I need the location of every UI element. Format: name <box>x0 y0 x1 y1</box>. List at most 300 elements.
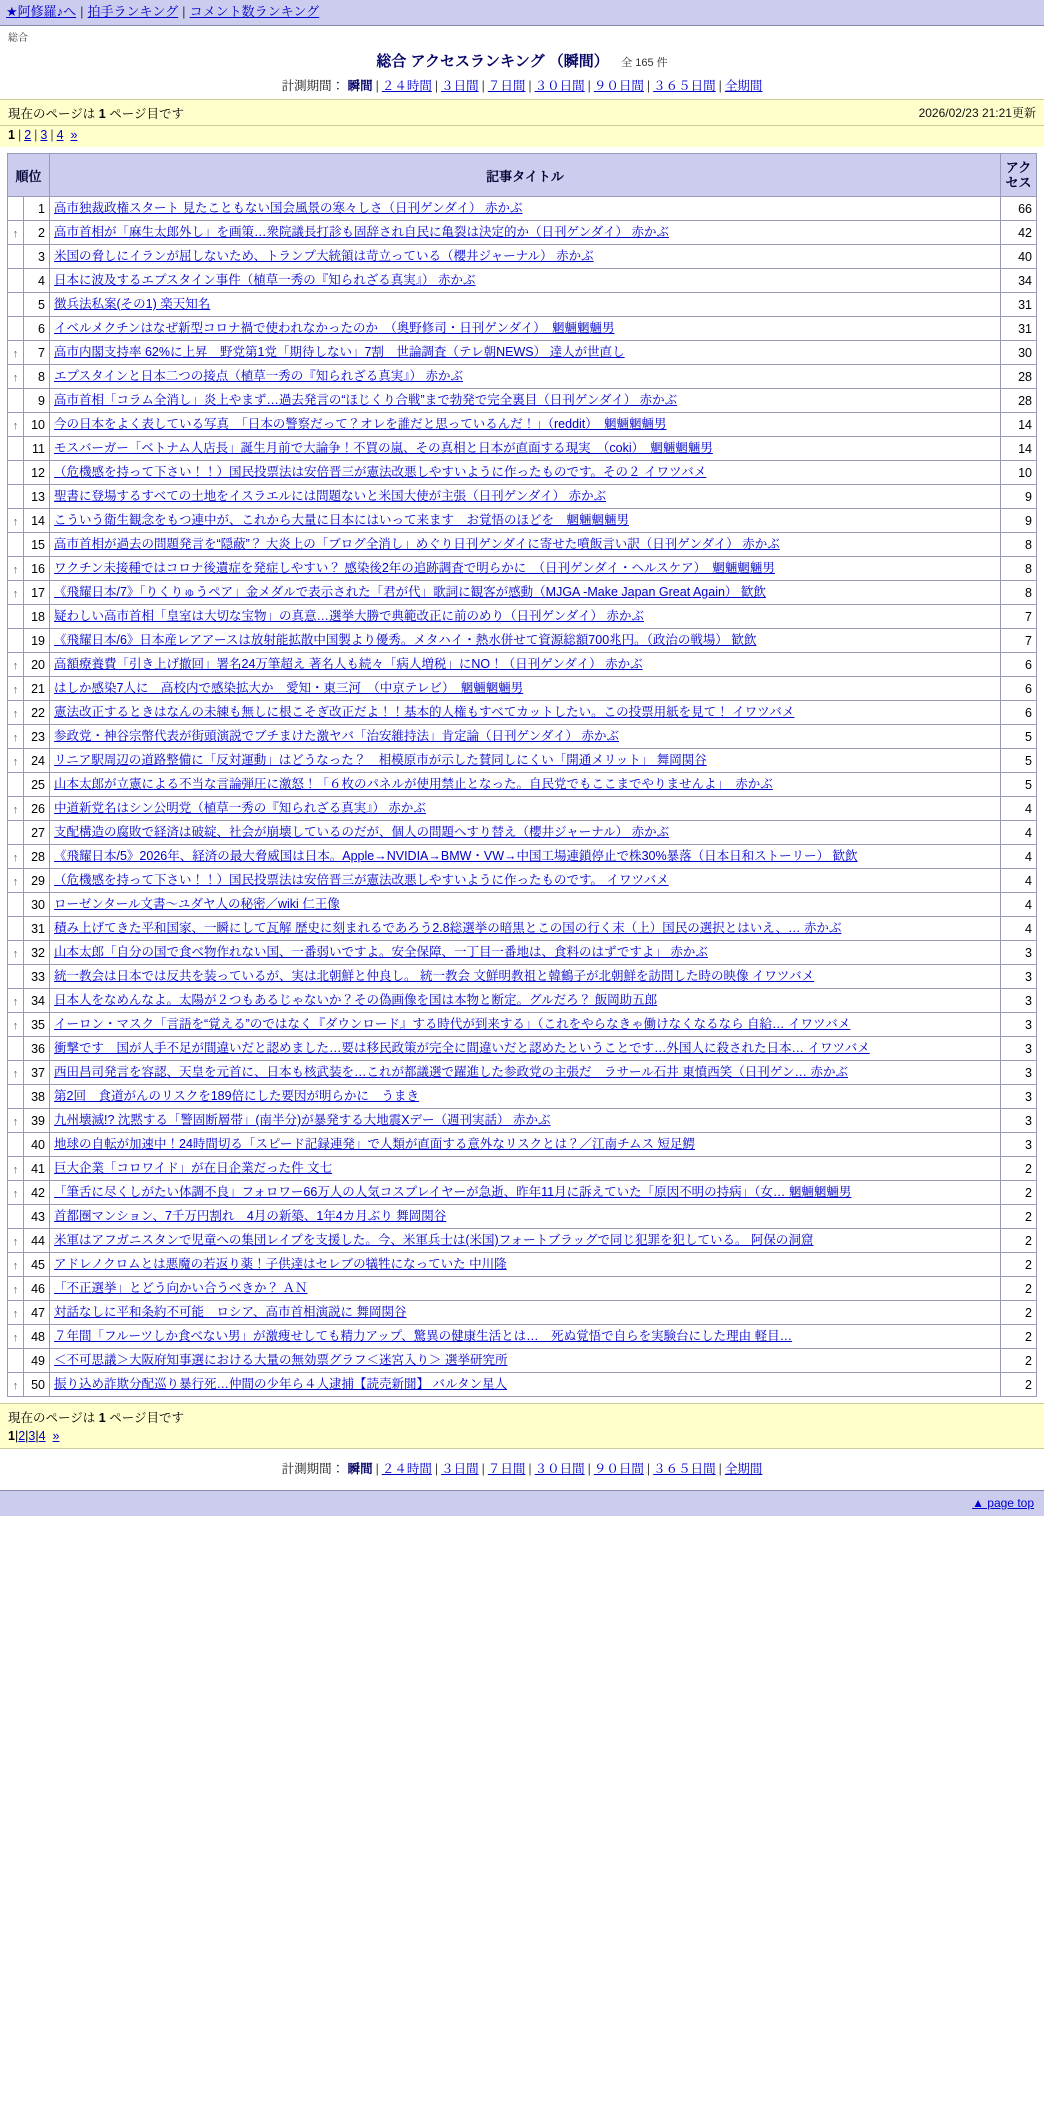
table-row <box>8 677 1037 701</box>
rank-up-icon <box>8 797 24 821</box>
table-row <box>8 1013 1037 1037</box>
total-count: 全 165 件 <box>621 57 668 69</box>
rank-change-placeholder <box>8 773 24 797</box>
arrow-up-icon: ↑ <box>12 875 19 888</box>
arrow-up-icon: ↑ <box>12 1259 19 1272</box>
nav-link-asyura[interactable]: ★阿修羅♪へ <box>6 4 77 19</box>
period-bottom-3d[interactable]: ３日間 <box>441 1462 479 1476</box>
rank-number: 41 <box>24 1157 50 1181</box>
pager-next[interactable]: » <box>70 128 78 142</box>
article-title-link[interactable]: 疑わしい高市首相「皇室は大切な宝物」の真意…選挙大勝で典範改正に前のめり（日刊ゲンダイ） 赤かぶ <box>54 609 644 623</box>
access-count: 28 <box>1001 365 1037 389</box>
last-updated: 2026/02/23 21:21更新 <box>918 106 1036 120</box>
article-title-cell <box>50 1037 1001 1061</box>
article-title-link[interactable]: エプスタインと日本二つの接点（植草一秀の『知られざる真実』） 赤かぶ <box>54 369 463 383</box>
rank-up-icon <box>8 941 24 965</box>
top-navigation <box>0 0 1044 26</box>
access-count: 2 <box>1001 1373 1037 1397</box>
table-row <box>8 1373 1037 1397</box>
article-title-link[interactable]: リニア駅周辺の道路整備に「反対運動」はどうなった？ 相模原市が示した賛同しにくい「開通メリット」 舞岡関谷 <box>54 753 707 767</box>
table-row <box>8 1109 1037 1133</box>
table-row <box>8 749 1037 773</box>
article-title-cell <box>50 725 1001 749</box>
rank-number: 40 <box>24 1133 50 1157</box>
access-count: 3 <box>1001 1133 1037 1157</box>
article-title-link[interactable]: 首都圏マンション、7千万円割れ 4月の新築、1年4カ月ぶり 舞岡関谷 <box>54 1209 447 1223</box>
rank-number: 30 <box>24 893 50 917</box>
column-header-access: アクセス <box>1001 154 1037 197</box>
rank-number: 36 <box>24 1037 50 1061</box>
arrow-up-icon: ↑ <box>12 707 19 720</box>
access-count: 30 <box>1001 341 1037 365</box>
rank-up-icon <box>8 413 24 437</box>
table-row <box>8 461 1037 485</box>
article-title-cell <box>50 1013 1001 1037</box>
article-title-cell <box>50 1205 1001 1229</box>
pager-current-page: 1 <box>8 128 15 142</box>
pager-bottom-page-2[interactable]: 2 <box>18 1429 26 1443</box>
article-title-cell <box>50 269 1001 293</box>
article-title-link[interactable]: ７年間「フルーツしか食べない男」が激痩せしても精力アップ、驚異の健康生活とは… 死ぬ覚悟で自らを実験台にした理由 軽目… <box>54 1329 793 1343</box>
article-title-cell <box>50 653 1001 677</box>
rank-number: 13 <box>24 485 50 509</box>
period-bottom-7d[interactable]: ７日間 <box>487 1462 526 1476</box>
article-title-link[interactable]: 米国の脅しにイランが屈しないため、トランプ大統領は苛立っている（櫻井ジャーナル） 赤かぶ <box>54 249 594 263</box>
article-title-cell <box>50 581 1001 605</box>
rank-number: 33 <box>24 965 50 989</box>
article-title-link[interactable]: 衝撃です 国が人手不足が間違いだと認めました…要は移民政策が完全に間違いだと認めたということです…外国人に殺された日本… イワツバメ <box>54 1041 870 1055</box>
rank-up-icon <box>8 1061 24 1085</box>
table-row <box>8 269 1037 293</box>
rank-up-icon <box>8 557 24 581</box>
article-title-link[interactable]: 今の日本をよく表している写真 「日本の警察だって？オレを誰だと思っているんだ！」（reddit） 魍魎魍魎男 <box>54 417 667 431</box>
article-title-cell <box>50 293 1001 317</box>
rank-up-icon <box>8 1277 24 1301</box>
rank-up-icon <box>8 1301 24 1325</box>
arrow-up-icon: ↑ <box>12 419 19 432</box>
access-count: 4 <box>1001 869 1037 893</box>
article-title-cell <box>50 389 1001 413</box>
article-title-link[interactable]: はしか感染7人に 高校内で感染拡大か 愛知・東三河 （中京テレビ） 魍魎魍魎男 <box>54 681 524 695</box>
article-title-link[interactable]: ＜不可思議＞大阪府知事選における大量の無効票グラフ＜迷宮入り＞ 選挙研究所 <box>54 1353 508 1367</box>
article-title-link[interactable]: 《飛耀日本/6》日本産レアアースは放射能拡散中国製より優秀。メタハイ・熱水併せて資源総額700兆円。（政治の戦場） 歓飲 <box>54 633 757 647</box>
access-count: 3 <box>1001 1037 1037 1061</box>
rank-number: 34 <box>24 989 50 1013</box>
table-row <box>8 797 1037 821</box>
table-row <box>8 1037 1037 1061</box>
rank-change-placeholder <box>8 893 24 917</box>
period-bottom-30d[interactable]: ３０日間 <box>534 1462 585 1476</box>
article-title-cell <box>50 1301 1001 1325</box>
access-count: 4 <box>1001 797 1037 821</box>
access-count: 66 <box>1001 197 1037 221</box>
period-sep: | <box>646 1462 651 1476</box>
article-title-link[interactable]: アドレノクロムとは悪魔の若返り薬！子供達はセレブの犠牲になっていた 中川隆 <box>54 1257 507 1271</box>
rank-number: 10 <box>24 413 50 437</box>
article-title-link[interactable]: 支配構造の腐敗で経済は破綻、社会が崩壊しているのだが、個人の問題へすり替え（櫻井ジャーナル） 赤かぶ <box>54 825 670 839</box>
article-title-cell <box>50 317 1001 341</box>
rank-number: 5 <box>24 293 50 317</box>
rank-change-placeholder <box>8 533 24 557</box>
arrow-up-icon: ↑ <box>12 683 19 696</box>
table-row <box>8 1277 1037 1301</box>
rank-up-icon <box>8 1109 24 1133</box>
pager-bottom-current-page: 1 <box>8 1429 15 1443</box>
article-title-link[interactable]: 高市首相が過去の問題発言を“隠蔽”？ 大炎上の「ブログ全消し」めぐり日刊ゲンダイに寄せた噴飯言い訳（日刊ゲンダイ） 赤かぶ <box>54 537 780 551</box>
period-label: 計測期間： <box>281 79 345 93</box>
article-title-link[interactable]: 《飛耀日本/7》「りくりゅうペア」金メダルで表示された「君が代」歌詞に観客が感動（MJGA -Make Japan Great Again） 歓飲 <box>54 585 766 599</box>
rank-change-placeholder <box>8 821 24 845</box>
article-title-cell <box>50 821 1001 845</box>
rank-change-placeholder <box>8 605 24 629</box>
article-title-cell <box>50 1133 1001 1157</box>
period-90d[interactable]: ９０日間 <box>593 79 644 93</box>
period-current-instant[interactable]: 瞬間 <box>347 79 373 93</box>
article-title-link[interactable]: （危機感を持って下さい！！）国民投票法は安倍晋三が憲法改悪しやすいように作ったものです。 イワツバメ <box>54 873 669 887</box>
article-title-link[interactable]: 高額療養費「引き上げ撤回」署名24万筆超え 著名人も続々「病人増税」にNO！（日刊ゲンダイ） 赤かぶ <box>54 657 643 671</box>
arrow-up-icon: ↑ <box>12 1235 19 1248</box>
access-count: 34 <box>1001 269 1037 293</box>
access-count: 3 <box>1001 1013 1037 1037</box>
article-title-link[interactable]: 参政党・神谷宗幣代表が街頭演説でブチまけた激ヤバ「治安維持法」肯定論（日刊ゲンダイ） 赤かぶ <box>54 729 619 743</box>
article-title-link[interactable]: 振り込め詐欺分配巡り暴行死…仲間の少年ら４人逮捕【読売新聞】 バルタン星人 <box>54 1377 507 1391</box>
table-row <box>8 533 1037 557</box>
page-title-block <box>0 46 1044 73</box>
article-title-cell <box>50 509 1001 533</box>
article-title-link[interactable]: 高市首相「コラム全消し」炎上やまず…過去発言の“ほじくり合戦”まで勃発で完全裏目（日刊ゲンダイ） 赤かぶ <box>54 393 678 407</box>
period-sep: | <box>481 1462 485 1476</box>
access-count: 4 <box>1001 893 1037 917</box>
page-title: 総合 アクセスランキング （瞬間） <box>376 53 609 70</box>
article-title-link[interactable]: 山本太郎「自分の国で食べ物作れない国、一番弱いですよ。安全保障、一丁目一番地は、食料のはずですよ」 赤かぶ <box>54 945 708 959</box>
table-row <box>8 845 1037 869</box>
access-count: 3 <box>1001 1109 1037 1133</box>
article-title-link[interactable]: 高市内閣支持率 62%に上昇 野党第1党「期待しない」7割 世論調査（テレ朝NEWS） 達人が世直し <box>54 345 625 359</box>
access-count: 7 <box>1001 605 1037 629</box>
period-all[interactable]: 全期間 <box>724 79 763 93</box>
table-row <box>8 389 1037 413</box>
access-count: 6 <box>1001 653 1037 677</box>
arrow-up-icon: ↑ <box>12 659 19 672</box>
access-count: 2 <box>1001 1253 1037 1277</box>
page-info-text-after-bottom: ページ目です <box>109 1411 184 1425</box>
rank-number: 29 <box>24 869 50 893</box>
pager-bottom-page-4[interactable]: 4 <box>38 1429 46 1443</box>
rank-number: 21 <box>24 677 50 701</box>
article-title-link[interactable]: 日本に波及するエプスタイン事件（植草一秀の『知られざる真実』） 赤かぶ <box>54 273 476 287</box>
column-header-title: 記事タイトル <box>50 154 1001 197</box>
table-row <box>8 1181 1037 1205</box>
pager-top <box>0 126 1044 147</box>
article-title-link[interactable]: ローゼンタール文書〜ユダヤ人の秘密／wiki 仁王像 <box>54 897 340 911</box>
arrow-up-icon: ↑ <box>12 515 19 528</box>
rank-up-icon <box>8 341 24 365</box>
period-sep: | <box>587 1462 591 1476</box>
rank-change-placeholder <box>8 197 24 221</box>
article-title-link[interactable]: 日本人をなめんなよ。太陽が２つもあるじゃないか？その偽画像を国は本物と断定。グルだろ？ 飯岡助五郎 <box>54 993 658 1007</box>
rank-up-icon <box>8 869 24 893</box>
nav-separator: | <box>80 4 84 19</box>
table-row <box>8 941 1037 965</box>
arrow-up-icon: ↑ <box>12 1163 19 1176</box>
rank-number: 3 <box>24 245 50 269</box>
page-info-number-bottom: 1 <box>98 1411 106 1425</box>
access-count: 2 <box>1001 1181 1037 1205</box>
rank-number: 49 <box>24 1349 50 1373</box>
rank-up-icon <box>8 1373 24 1397</box>
article-title-link[interactable]: イベルメクチンはなぜ新型コロナ禍で使われなかったのか （奥野修司・日刊ゲンダイ） 魍魎魍魎男 <box>54 321 615 335</box>
arrow-up-icon: ↑ <box>12 1331 19 1344</box>
period-selector-bottom <box>0 1449 1044 1482</box>
access-count: 2 <box>1001 1205 1037 1229</box>
article-title-link[interactable]: 憲法改正するときはなんの未練も無しに根こそぎ改正だよ！！基本的人権もすべてカットしたい。この投票用紙を見て！ イワツバメ <box>54 705 795 719</box>
rank-change-placeholder <box>8 917 24 941</box>
article-title-link[interactable]: 米軍はアフガニスタンで児童への集団レイプを支援した。今、米軍兵士は(米国)フォートブラッグで同じ犯罪を犯している。 阿保の洞窟 <box>54 1233 814 1247</box>
article-title-link[interactable]: 高市首相が「麻生太郎外し」を画策…衆院議長打診も固辞され自民に亀裂は決定的か（日刊ゲンダイ） 赤かぶ <box>54 225 669 239</box>
period-24h[interactable]: ２４時間 <box>381 79 432 93</box>
period-7d[interactable]: ７日間 <box>487 79 526 93</box>
access-count: 28 <box>1001 389 1037 413</box>
pager-bottom-page-3[interactable]: 3 <box>28 1429 36 1443</box>
table-row <box>8 581 1037 605</box>
article-title-cell <box>50 1229 1001 1253</box>
rank-change-placeholder <box>8 461 24 485</box>
article-title-cell <box>50 797 1001 821</box>
rank-number: 7 <box>24 341 50 365</box>
rank-number: 45 <box>24 1253 50 1277</box>
pager-sep: | <box>17 128 22 142</box>
rank-number: 1 <box>24 197 50 221</box>
article-title-link[interactable]: 《飛耀日本/5》2026年、経済の最大脅威国は日本。Apple→NVIDIA→BMW・VW→中国工場連鎖停止で株30%暴落（日本日和ストーリー） 歓飲 <box>54 849 858 863</box>
page-info-text-before: 現在のページは <box>8 107 96 121</box>
article-title-link[interactable]: 高市独裁政権スタート 見たこともない国会風景の寒々しさ（日刊ゲンダイ） 赤かぶ <box>54 201 523 215</box>
article-title-cell <box>50 221 1001 245</box>
article-title-cell <box>50 701 1001 725</box>
article-title-cell <box>50 773 1001 797</box>
rank-up-icon <box>8 749 24 773</box>
access-count: 4 <box>1001 821 1037 845</box>
article-title-link[interactable]: 対話なしに平和条約不可能 ロシア、高市首相演説に 舞岡関谷 <box>54 1305 407 1319</box>
access-count: 10 <box>1001 461 1037 485</box>
access-count: 14 <box>1001 437 1037 461</box>
rank-number: 17 <box>24 581 50 605</box>
rank-change-placeholder <box>8 485 24 509</box>
period-sep: | <box>375 79 379 93</box>
period-bottom-24h[interactable]: ２４時間 <box>381 1462 432 1476</box>
rank-number: 37 <box>24 1061 50 1085</box>
nav-separator: | <box>182 4 186 19</box>
arrow-up-icon: ↑ <box>12 851 19 864</box>
table-row <box>8 989 1037 1013</box>
pager-page-4[interactable]: 4 <box>56 128 64 142</box>
access-count: 3 <box>1001 1085 1037 1109</box>
article-title-link[interactable]: 地球の自転が加速中！24時間切る「スピード記録連発」で人類が直面する意外なリスクとは？／江南チムス 短足鰐 <box>54 1137 696 1151</box>
table-row <box>8 317 1037 341</box>
rank-number: 35 <box>24 1013 50 1037</box>
table-row <box>8 893 1037 917</box>
period-sep: | <box>434 79 439 93</box>
access-count: 7 <box>1001 629 1037 653</box>
article-title-link[interactable]: 山本太郎が立憲による不当な言論弾圧に激怒！「６枚のパネルが使用禁止となった。自民党でもここまでやりませんよ」 赤かぶ <box>54 777 773 791</box>
rank-number: 42 <box>24 1181 50 1205</box>
arrow-up-icon: ↑ <box>12 1379 19 1392</box>
rank-change-placeholder <box>8 965 24 989</box>
period-sep: | <box>718 1462 722 1476</box>
rank-number: 28 <box>24 845 50 869</box>
article-title-cell <box>50 557 1001 581</box>
access-count: 2 <box>1001 1277 1037 1301</box>
nav-link-comment-ranking[interactable]: コメント数ランキング <box>189 4 320 19</box>
period-bottom-all[interactable]: 全期間 <box>724 1462 763 1476</box>
article-title-link[interactable]: 徴兵法私案(その1) 楽天知名 <box>54 297 211 311</box>
rank-up-icon <box>8 989 24 1013</box>
access-count: 6 <box>1001 677 1037 701</box>
article-title-cell <box>50 1085 1001 1109</box>
rank-number: 16 <box>24 557 50 581</box>
rank-up-icon <box>8 845 24 869</box>
period-sep: | <box>375 1462 379 1476</box>
article-title-cell <box>50 413 1001 437</box>
article-title-link[interactable]: 「筆舌に尽くしがたい体調不良」フォロワー66万人の人気コスプレイヤーが急逝、昨年11月に訴えていた「原因不明の持病」（女… 魍魎魍魎男 <box>54 1185 852 1199</box>
article-title-link[interactable]: こういう衛生観念をもつ連中が、これから大量に日本にはいって来ます お覚悟のほどを 魍魎魍魎男 <box>54 513 630 527</box>
table-row <box>8 485 1037 509</box>
table-row <box>8 1085 1037 1109</box>
article-title-cell <box>50 341 1001 365</box>
rank-number: 15 <box>24 533 50 557</box>
rank-change-placeholder <box>8 629 24 653</box>
rank-number: 38 <box>24 1085 50 1109</box>
table-row <box>8 197 1037 221</box>
article-title-cell <box>50 1373 1001 1397</box>
arrow-up-icon: ↑ <box>12 995 19 1008</box>
access-count: 2 <box>1001 1229 1037 1253</box>
rank-change-placeholder <box>8 317 24 341</box>
period-bottom-current-instant[interactable]: 瞬間 <box>347 1462 373 1476</box>
article-title-link[interactable]: ワクチン未接種ではコロナ後遺症を発症しやすい？ 感染後2年の追跡調査で明らかに （日刊ゲンダイ・ヘルスケア） 魍魎魍魎男 <box>54 561 775 575</box>
rank-number: 23 <box>24 725 50 749</box>
rank-number: 8 <box>24 365 50 389</box>
period-label-bottom: 計測期間： <box>281 1462 345 1476</box>
rank-number: 22 <box>24 701 50 725</box>
pager-sep: | <box>34 128 38 142</box>
pager-bottom-next[interactable]: » <box>52 1429 60 1443</box>
period-bottom-365d[interactable]: ３６５日間 <box>653 1462 716 1476</box>
period-sep: | <box>528 1462 532 1476</box>
arrow-up-icon: ↑ <box>12 587 19 600</box>
rank-up-icon <box>8 1157 24 1181</box>
arrow-up-icon: ↑ <box>12 803 19 816</box>
article-title-cell <box>50 1349 1001 1373</box>
rank-number: 2 <box>24 221 50 245</box>
article-title-cell <box>50 1253 1001 1277</box>
access-count: 3 <box>1001 965 1037 989</box>
period-bottom-90d[interactable]: ９０日間 <box>593 1462 644 1476</box>
nav-link-applause-ranking[interactable]: 拍手ランキング <box>87 4 179 19</box>
article-title-link[interactable]: （危機感を持って下さい！！）国民投票法は安倍晋三が憲法改悪しやすいように作ったものです。その２ イワツバメ <box>54 465 707 479</box>
page-info-bottom <box>0 1403 1044 1428</box>
article-title-link[interactable]: 「不正選挙」とどう向かい合うべきか？ ＡＮ <box>54 1281 308 1295</box>
rank-up-icon <box>8 509 24 533</box>
article-title-link[interactable]: 第2回 食道がんのリスクを189倍にした要因が明らかに うまき <box>54 1089 420 1103</box>
arrow-up-icon: ↑ <box>12 1307 19 1320</box>
rank-number: 31 <box>24 917 50 941</box>
period-3d[interactable]: ３日間 <box>441 79 479 93</box>
table-row <box>8 245 1037 269</box>
rank-number: 9 <box>24 389 50 413</box>
rank-change-placeholder <box>8 1205 24 1229</box>
pager-sep: | <box>35 1429 39 1443</box>
period-sep: | <box>528 79 532 93</box>
access-count: 9 <box>1001 509 1037 533</box>
bottom-spacer <box>0 1516 1044 1526</box>
page-top-link[interactable]: ▲ page top <box>972 1496 1034 1510</box>
rank-change-placeholder <box>8 1085 24 1109</box>
article-title-link[interactable]: 九州壊滅!? 沈黙する「警固断層帯」(南半分)が暴発する大地震Xデー（週刊実話） 赤かぶ <box>54 1113 551 1127</box>
pager-page-3[interactable]: 3 <box>40 128 48 142</box>
article-title-link[interactable]: 聖書に登場するすべての土地をイスラエルには問題ないと米国大使が主張（日刊ゲンダイ） 赤かぶ <box>54 489 607 503</box>
table-row <box>8 1253 1037 1277</box>
page-info-text-after: ページ目です <box>109 107 184 121</box>
rank-change-placeholder <box>8 1349 24 1373</box>
article-title-cell <box>50 917 1001 941</box>
table-row <box>8 341 1037 365</box>
rank-number: 18 <box>24 605 50 629</box>
table-row <box>8 221 1037 245</box>
pager-sep: | <box>25 1429 29 1443</box>
table-row <box>8 1205 1037 1229</box>
table-row <box>8 869 1037 893</box>
pager-sep: | <box>14 1429 19 1443</box>
article-title-link[interactable]: 巨大企業「コロワイド」が在日企業だった件 文七 <box>54 1161 333 1175</box>
rank-number: 46 <box>24 1277 50 1301</box>
rank-up-icon <box>8 365 24 389</box>
pager-page-2[interactable]: 2 <box>24 128 32 142</box>
access-count: 4 <box>1001 917 1037 941</box>
access-count: 5 <box>1001 725 1037 749</box>
arrow-up-icon: ↑ <box>12 371 19 384</box>
rank-number: 11 <box>24 437 50 461</box>
article-title-link[interactable]: イーロン・マスク「言語を“覚える”のではなく『ダウンロード』する時代が到来する」（これをやらなきゃ働けなくなるなら 自給… イワツバメ <box>54 1017 851 1031</box>
arrow-up-icon: ↑ <box>12 731 19 744</box>
article-title-cell <box>50 245 1001 269</box>
article-title-link[interactable]: 西田昌司発言を容認、天皇を元首に、日本も核武装を…これが都議選で躍進した参政党の主張だ ラサール石井 東憤西笑（日刊ゲン… 赤かぶ <box>54 1065 848 1079</box>
period-365d[interactable]: ３６５日間 <box>653 79 716 93</box>
period-30d[interactable]: ３０日間 <box>534 79 585 93</box>
article-title-link[interactable]: 統一教会は日本では反共を装っているが、実は北朝鮮と仲良し。 統一教会 文鮮明教祖と韓鶴子が北朝鮮を訪問した時の映像 イワツバメ <box>54 969 815 983</box>
table-row <box>8 1133 1037 1157</box>
rank-up-icon <box>8 1229 24 1253</box>
article-title-link[interactable]: 積み上げてきた平和国家、一瞬にして瓦解 歴史に刻まれるであろう2.8総選挙の暗黒とこの国の行く末（上）国民の選択とはいえ、… 赤かぶ <box>54 921 842 935</box>
arrow-up-icon: ↑ <box>12 563 19 576</box>
access-count: 42 <box>1001 221 1037 245</box>
article-title-link[interactable]: 中道新党名はシン公明党（植草一秀の『知られざる真実』） 赤かぶ <box>54 801 426 815</box>
rank-number: 20 <box>24 653 50 677</box>
rank-number: 50 <box>24 1373 50 1397</box>
rank-up-icon <box>8 677 24 701</box>
access-count: 14 <box>1001 413 1037 437</box>
period-sep: | <box>587 79 591 93</box>
rank-change-placeholder <box>8 389 24 413</box>
article-title-link[interactable]: モスバーガー「ベトナム人店長」誕生月前で大論争！不買の嵐、その真相と日本が直面する現実 （coki） 魍魎魍魎男 <box>54 441 713 455</box>
arrow-up-icon: ↑ <box>12 347 19 360</box>
ranking-table <box>7 153 1037 1397</box>
rank-change-placeholder <box>8 1133 24 1157</box>
arrow-up-icon: ↑ <box>12 1019 19 1032</box>
page-top-bar <box>0 1490 1044 1516</box>
arrow-up-icon: ↑ <box>12 1067 19 1080</box>
rank-change-placeholder <box>8 437 24 461</box>
rank-number: 39 <box>24 1109 50 1133</box>
